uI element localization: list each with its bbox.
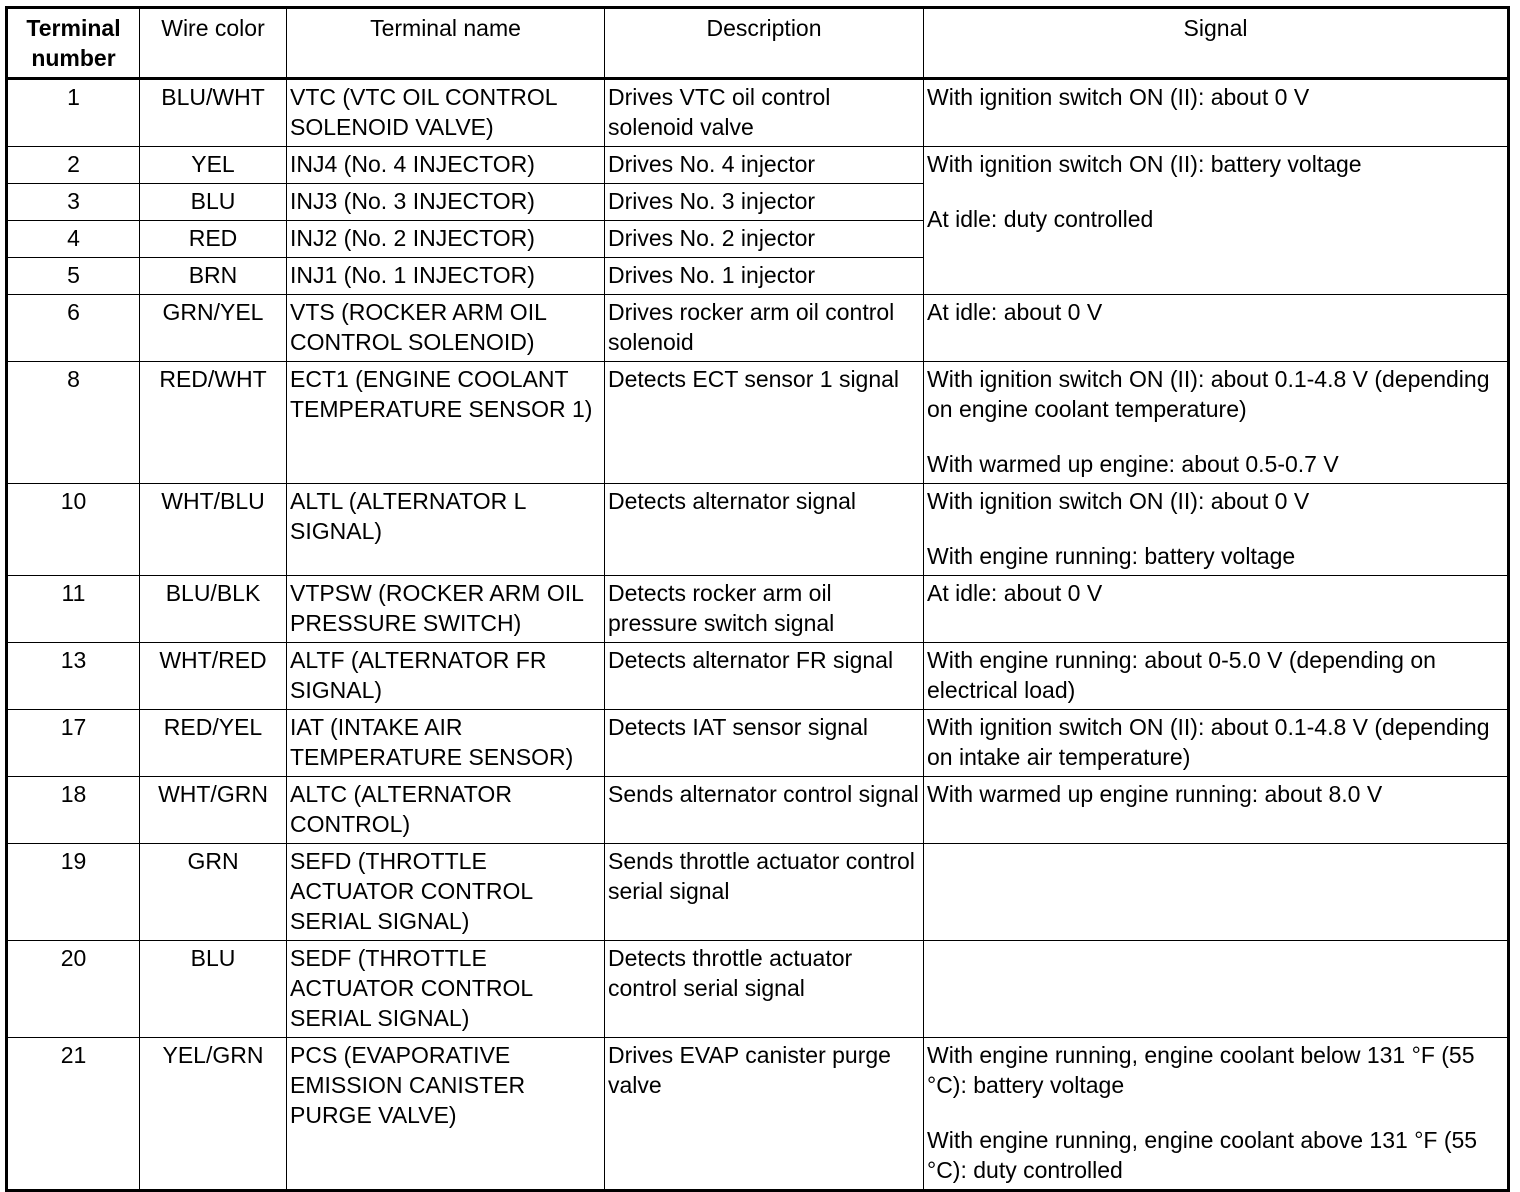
signal bbox=[924, 484, 1509, 576]
wire-color: WHT/BLU bbox=[140, 484, 287, 576]
terminal-name: INJ3 (No. 3 INJECTOR) bbox=[287, 184, 605, 221]
table-row bbox=[7, 941, 1509, 1038]
signal bbox=[924, 777, 1509, 844]
signal-line: With engine running: about 0-5.0 V (depending on electrical load) bbox=[927, 647, 1436, 703]
wire-color: RED/YEL bbox=[140, 710, 287, 777]
terminal-number: 20 bbox=[7, 941, 140, 1038]
terminal-number: 8 bbox=[7, 362, 140, 484]
terminal-name: VTC (VTC OIL CONTROL SOLENOID VALVE) bbox=[287, 79, 605, 147]
description: Detects throttle actuator control serial signal bbox=[605, 941, 924, 1038]
terminal-name: VTS (ROCKER ARM OIL CONTROL SOLENOID) bbox=[287, 295, 605, 362]
terminal-number: 18 bbox=[7, 777, 140, 844]
wire-color: BRN bbox=[140, 258, 287, 295]
signal-line: With warmed up engine running: about 8.0 V bbox=[927, 781, 1383, 807]
signal bbox=[924, 576, 1509, 643]
description: Drives No. 1 injector bbox=[605, 258, 924, 295]
terminal-table bbox=[5, 6, 1510, 1192]
signal bbox=[924, 79, 1509, 147]
terminal-name: ECT1 (ENGINE COOLANT TEMPERATURE SENSOR 1) bbox=[287, 362, 605, 484]
signal-line: With ignition switch ON (II): about 0 V bbox=[927, 84, 1310, 110]
table-row bbox=[7, 844, 1509, 941]
signal-line: With engine running, engine coolant above 131 °F (55 °C): duty controlled bbox=[927, 1127, 1478, 1183]
signal-line: With engine running, engine coolant below 131 °F (55 °C): battery voltage bbox=[927, 1042, 1475, 1098]
header-wire-color: Wire color bbox=[140, 8, 287, 79]
description: Drives No. 4 injector bbox=[605, 147, 924, 184]
table-row bbox=[7, 362, 1509, 484]
terminal-name: ALTL (ALTERNATOR L SIGNAL) bbox=[287, 484, 605, 576]
signal-line: With ignition switch ON (II): battery voltage bbox=[927, 151, 1362, 177]
description: Detects IAT sensor signal bbox=[605, 710, 924, 777]
description: Sends alternator control signal bbox=[605, 777, 924, 844]
terminal-name: SEDF (THROTTLE ACTUATOR CONTROL SERIAL SIGNAL) bbox=[287, 941, 605, 1038]
description: Drives No. 3 injector bbox=[605, 184, 924, 221]
terminal-name: ALTC (ALTERNATOR CONTROL) bbox=[287, 777, 605, 844]
terminal-number: 5 bbox=[7, 258, 140, 295]
table-row bbox=[7, 295, 1509, 362]
wire-color: WHT/GRN bbox=[140, 777, 287, 844]
signal bbox=[924, 941, 1509, 1038]
terminal-number: 11 bbox=[7, 576, 140, 643]
signal bbox=[924, 147, 1509, 295]
terminal-number: 2 bbox=[7, 147, 140, 184]
wire-color: GRN bbox=[140, 844, 287, 941]
signal bbox=[924, 362, 1509, 484]
header-terminal-name: Terminal name bbox=[287, 8, 605, 79]
terminal-number: 17 bbox=[7, 710, 140, 777]
wire-color: BLU/BLK bbox=[140, 576, 287, 643]
terminal-name: PCS (EVAPORATIVE EMISSION CANISTER PURGE VALVE) bbox=[287, 1038, 605, 1191]
terminal-name: SEFD (THROTTLE ACTUATOR CONTROL SERIAL SIGNAL) bbox=[287, 844, 605, 941]
header-signal: Signal bbox=[924, 8, 1509, 79]
wire-color: BLU bbox=[140, 941, 287, 1038]
signal bbox=[924, 844, 1509, 941]
table-row bbox=[7, 710, 1509, 777]
terminal-name: IAT (INTAKE AIR TEMPERATURE SENSOR) bbox=[287, 710, 605, 777]
terminal-number: 1 bbox=[7, 79, 140, 147]
wire-color: BLU/WHT bbox=[140, 79, 287, 147]
header-terminal-number bbox=[7, 8, 140, 79]
wire-color: YEL/GRN bbox=[140, 1038, 287, 1191]
terminal-name: ALTF (ALTERNATOR FR SIGNAL) bbox=[287, 643, 605, 710]
terminal-name: VTPSW (ROCKER ARM OIL PRESSURE SWITCH) bbox=[287, 576, 605, 643]
wire-color: RED/WHT bbox=[140, 362, 287, 484]
description: Detects rocker arm oil pressure switch signal bbox=[605, 576, 924, 643]
terminal-number: 19 bbox=[7, 844, 140, 941]
terminal-name: INJ1 (No. 1 INJECTOR) bbox=[287, 258, 605, 295]
signal-line: With ignition switch ON (II): about 0.1-4.8 V (depending on intake air temperature) bbox=[927, 714, 1490, 770]
signal-line: With engine running: battery voltage bbox=[927, 543, 1296, 569]
terminal-number: 10 bbox=[7, 484, 140, 576]
signal bbox=[924, 295, 1509, 362]
description: Detects ECT sensor 1 signal bbox=[605, 362, 924, 484]
signal-line: With warmed up engine: about 0.5-0.7 V bbox=[927, 451, 1339, 477]
description: Detects alternator FR signal bbox=[605, 643, 924, 710]
signal-line: With ignition switch ON (II): about 0.1-4.8 V (depending on engine coolant temperature) bbox=[927, 366, 1490, 422]
terminal-number: 21 bbox=[7, 1038, 140, 1191]
header-terminal-line2: number bbox=[31, 45, 116, 71]
table-row bbox=[7, 147, 1509, 184]
table-row bbox=[7, 79, 1509, 147]
wire-color: BLU bbox=[140, 184, 287, 221]
table-row bbox=[7, 484, 1509, 576]
table-body bbox=[7, 79, 1509, 1191]
table-row bbox=[7, 576, 1509, 643]
signal-line: At idle: about 0 V bbox=[927, 299, 1103, 325]
header-row bbox=[7, 8, 1509, 79]
signal bbox=[924, 1038, 1509, 1191]
wire-color: WHT/RED bbox=[140, 643, 287, 710]
description: Drives EVAP canister purge valve bbox=[605, 1038, 924, 1191]
header-terminal-line1: Terminal bbox=[26, 15, 121, 41]
table-header bbox=[7, 8, 1509, 79]
terminal-name: INJ2 (No. 2 INJECTOR) bbox=[287, 221, 605, 258]
signal bbox=[924, 643, 1509, 710]
wire-color: GRN/YEL bbox=[140, 295, 287, 362]
description: Drives VTC oil control solenoid valve bbox=[605, 79, 924, 147]
signal-line: With ignition switch ON (II): about 0 V bbox=[927, 488, 1310, 514]
wire-color: YEL bbox=[140, 147, 287, 184]
description: Sends throttle actuator control serial signal bbox=[605, 844, 924, 941]
description: Detects alternator signal bbox=[605, 484, 924, 576]
terminal-number: 13 bbox=[7, 643, 140, 710]
wire-color: RED bbox=[140, 221, 287, 258]
signal-line: At idle: about 0 V bbox=[927, 580, 1103, 606]
signal bbox=[924, 710, 1509, 777]
terminal-number: 6 bbox=[7, 295, 140, 362]
terminal-number: 3 bbox=[7, 184, 140, 221]
table-row bbox=[7, 1038, 1509, 1191]
terminal-number: 4 bbox=[7, 221, 140, 258]
description: Drives rocker arm oil control solenoid bbox=[605, 295, 924, 362]
table-row bbox=[7, 643, 1509, 710]
header-description: Description bbox=[605, 8, 924, 79]
table-row bbox=[7, 777, 1509, 844]
signal-line: At idle: duty controlled bbox=[927, 206, 1154, 232]
description: Drives No. 2 injector bbox=[605, 221, 924, 258]
terminal-name: INJ4 (No. 4 INJECTOR) bbox=[287, 147, 605, 184]
